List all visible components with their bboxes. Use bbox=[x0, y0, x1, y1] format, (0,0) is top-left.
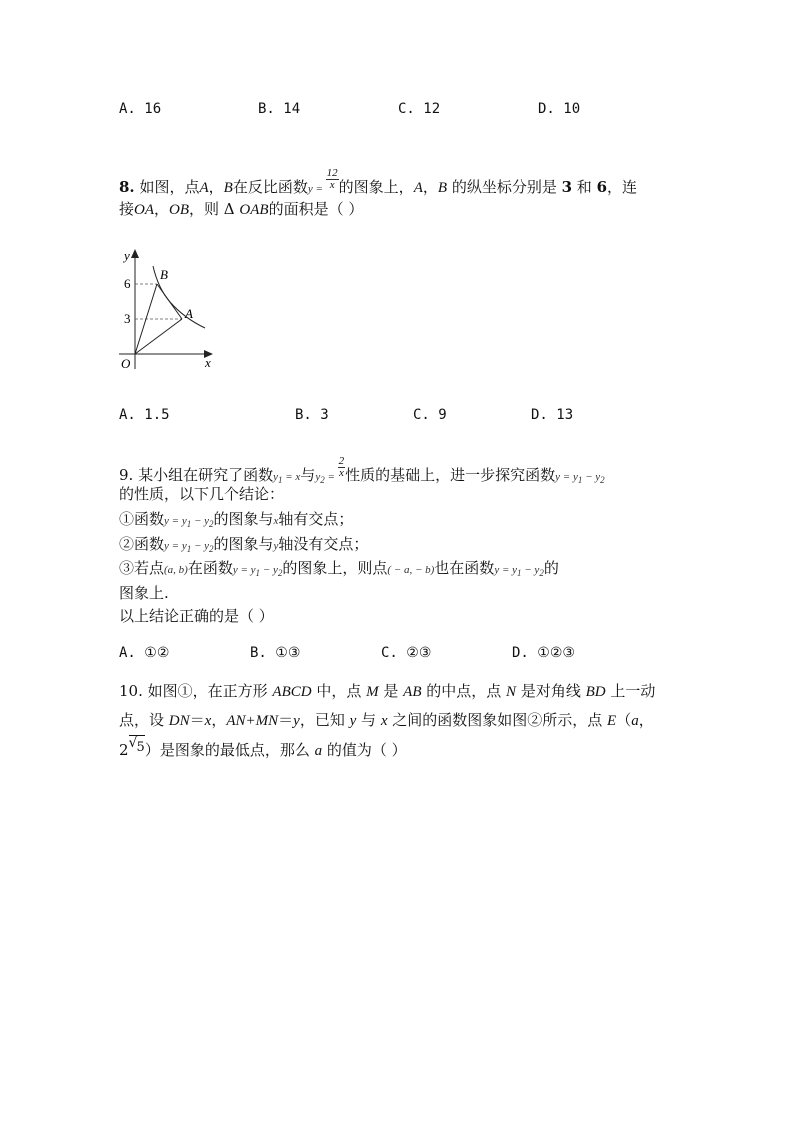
q7-option-c: C. 12 bbox=[398, 101, 441, 117]
q8-formula: = bbox=[312, 183, 326, 195]
q8-text: ，连 bbox=[607, 178, 638, 196]
q8-text: 和 bbox=[572, 178, 597, 196]
tick-6: 6 bbox=[124, 276, 131, 291]
q8-formula: y bbox=[307, 183, 313, 195]
q8-text: ，则 Δ bbox=[189, 200, 240, 218]
q8-option-b: B. 3 bbox=[295, 407, 329, 423]
q8-option-a: A. 1.5 bbox=[119, 407, 170, 423]
q9-option-c: C. ②③ bbox=[381, 645, 432, 661]
segment-ob bbox=[135, 284, 157, 354]
q8-text: ， bbox=[154, 200, 170, 218]
q8-text: 如图，点 bbox=[139, 178, 200, 196]
q9-text: 与 bbox=[300, 466, 316, 484]
q9-option-a: A. ①② bbox=[119, 645, 170, 661]
q8-value: 6 bbox=[596, 178, 608, 196]
q8-var: B bbox=[223, 180, 233, 196]
q9-option-d: D. ①②③ bbox=[512, 645, 575, 661]
q10-coefficient: 2 bbox=[119, 741, 129, 759]
y-axis-arrow bbox=[131, 249, 139, 258]
q7-option-d: D. 10 bbox=[538, 101, 581, 117]
q8-text: 的面积是（ ） bbox=[268, 200, 364, 218]
q8-line-1 bbox=[119, 168, 637, 199]
label-x: x bbox=[205, 355, 211, 370]
q7-option-a: A. 16 bbox=[119, 101, 162, 117]
tick-3: 3 bbox=[124, 311, 131, 326]
q9-frac-den: x bbox=[338, 467, 344, 479]
q8-option-d: D. 13 bbox=[531, 407, 574, 423]
q9-conclusion-1: ①函数$y = y_1 - y_2$的图象与x轴有交点； bbox=[119, 510, 354, 529]
segment-ab bbox=[157, 284, 182, 319]
label-b: B bbox=[160, 267, 168, 282]
q9-text: 9. 某小组在研究了函数 bbox=[119, 466, 274, 484]
q8-frac-den: x bbox=[329, 179, 335, 191]
q9-formula-y2: $y_2$ = bbox=[315, 471, 338, 485]
q8-text: 的纵坐标分别是 bbox=[447, 178, 562, 196]
q8-fraction bbox=[326, 168, 339, 191]
q8-text: 在反比函数 bbox=[232, 178, 308, 196]
q8-var: OAB bbox=[239, 202, 269, 218]
q8-number: 8. bbox=[119, 178, 135, 196]
q9-conclusion-3: ③若点(a, b)在函数$y = y_1 - y_2$的图象上，则点( − a, − b)也在函数$y = y_1 - y_2$的 bbox=[119, 559, 559, 578]
q9-text: 性质的基础上，进一步探究函数 bbox=[345, 466, 556, 484]
q7-option-b: B. 14 bbox=[258, 101, 301, 117]
label-o: O bbox=[121, 356, 131, 371]
q8-text: ， bbox=[422, 178, 438, 196]
q8-figure bbox=[112, 244, 224, 374]
q10-line-2: 点，设 DN＝x，AN+MN＝y，已知 y 与 x 之间的函数图象如图②所示，点 E（a， bbox=[119, 711, 654, 729]
label-y: y bbox=[124, 248, 130, 263]
q8-text: ， bbox=[208, 178, 224, 196]
q8-var: OA bbox=[134, 202, 155, 218]
q10-line-3: 2 √ 5）是图象的最低点，那么 a 的值为（ ） bbox=[119, 735, 407, 759]
q9-line-2: 的性质，以下几个结论： bbox=[119, 485, 285, 503]
q10-radicand: 5 bbox=[136, 740, 145, 755]
q9-formula-y1: $y_1 = x$ bbox=[273, 471, 301, 485]
q8-text: 接 bbox=[119, 200, 135, 218]
q8-var: A bbox=[413, 180, 423, 196]
q9-frac-num: 2 bbox=[338, 455, 345, 467]
q8-value: 3 bbox=[561, 178, 573, 196]
segment-oa bbox=[135, 319, 182, 354]
q9-conclusion-3-cont: 图象上. bbox=[119, 584, 169, 602]
q9-formula-y: $y = y_1 - y_2$ bbox=[555, 471, 605, 485]
q8-text: 的图象上， bbox=[338, 178, 414, 196]
q8-option-c: C. 9 bbox=[413, 407, 447, 423]
q8-var: OB bbox=[169, 202, 190, 218]
q9-option-b: B. ①③ bbox=[250, 645, 301, 661]
q9-conclusion-2: ②函数$y = y_1 - y_2$的图象与y轴没有交点； bbox=[119, 535, 369, 554]
q10-line-1: 10. 如图①，在正方形 ABCD 中，点 M 是 AB 的中点，点 N 是对角线 BD 上一动 bbox=[119, 682, 656, 700]
label-a: A bbox=[185, 306, 193, 321]
q9-question: 以上结论正确的是（ ） bbox=[119, 607, 274, 625]
q8-var: B bbox=[437, 180, 448, 196]
q8-frac-num: 12 bbox=[326, 167, 338, 179]
sqrt-icon: √ 5 bbox=[129, 735, 145, 758]
q8-line-2 bbox=[119, 199, 363, 220]
q8-var: A bbox=[199, 180, 209, 196]
